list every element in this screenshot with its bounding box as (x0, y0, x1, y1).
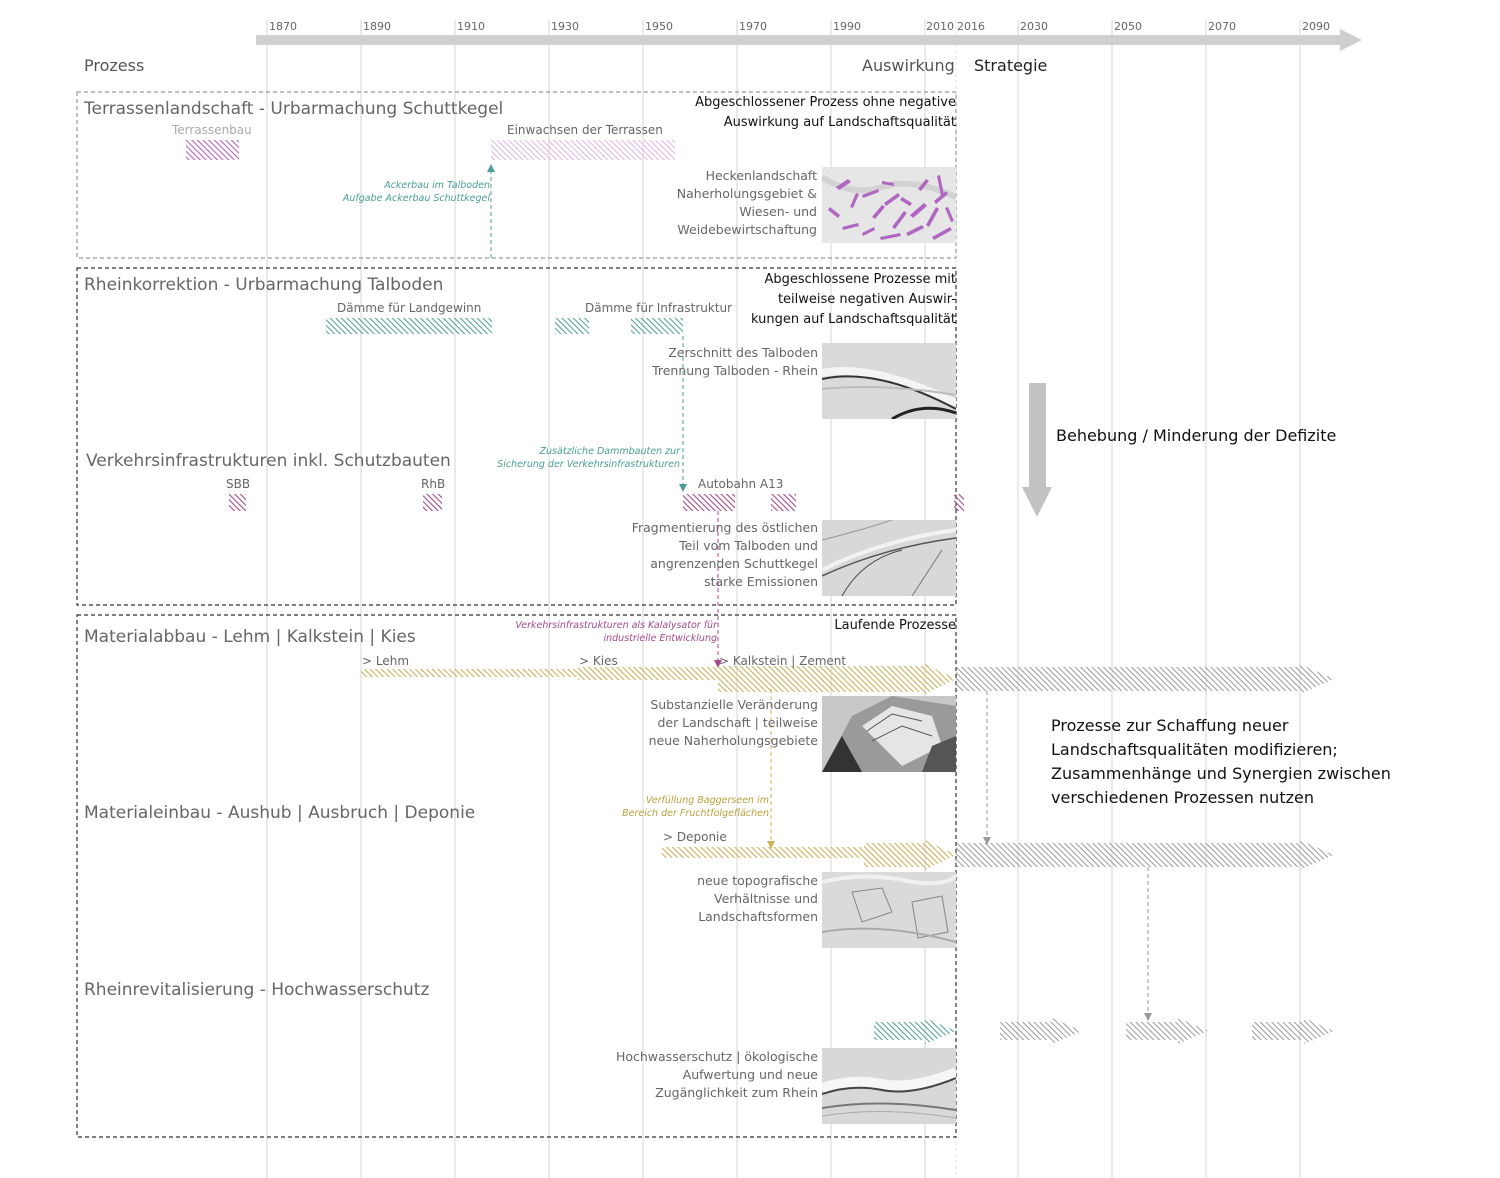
bar-label-einwachsen: Einwachsen der Terrassen (507, 123, 663, 137)
effect-hochwasserschutz: Hochwasserschutz | ökologische Aufwertung und neue Zugänglichkeit zum Rhein (615, 1049, 818, 1100)
year-label-1870: 1870 (269, 20, 297, 33)
bar-daemme-infra-1 (555, 318, 589, 334)
bar-label-daemme-landgewinn: Dämme für Landgewinn (337, 301, 482, 315)
bar-label-autobahn: Autobahn A13 (698, 477, 784, 491)
bar-autobahn-2 (771, 494, 796, 511)
bar-label-lehm: > Lehm (362, 654, 410, 668)
bar-label-rhb: RhB (421, 477, 446, 491)
section-title-einbau: Materialeinbau - Aushub | Ausbruch | Deponie (84, 803, 476, 823)
year-label-2070: 2070 (1208, 20, 1236, 33)
year-label-2010: 2010 (926, 20, 954, 33)
section-title-rhein: Rheinkorrektion - Urbarmachung Talboden (84, 275, 444, 295)
year-label-2050: 2050 (1114, 20, 1142, 33)
deficit-down-arrow (1022, 383, 1052, 517)
box-label-laufende: Laufende Prozesse (834, 618, 956, 633)
arrow-revital-future-1 (1000, 1018, 1082, 1044)
year-label-1890: 1890 (363, 20, 391, 33)
box-label-terrassen: Abgeschlossener Prozess ohne negative Auswirkung auf Landschaftsqualität (695, 95, 956, 130)
bar-rhb (423, 494, 442, 511)
year-label-1970: 1970 (739, 20, 767, 33)
bar-autobahn-1 (683, 494, 735, 511)
bar-daemme-landgewinn (326, 318, 492, 334)
year-label-1950: 1950 (645, 20, 673, 33)
section-title-material: Materialabbau - Lehm | Kalkstein | Kies (84, 627, 416, 647)
section-title-revital: Rheinrevitalisierung - Hochwasserschutz (84, 980, 430, 1000)
year-label-1990: 1990 (833, 20, 861, 33)
header-auswirkung: Auswirkung (862, 56, 955, 75)
bar-label-deponie: > Deponie (663, 830, 727, 844)
thumbnail-heckenlandschaft (822, 167, 956, 243)
box-label-rhein: Abgeschlossene Prozesse mit teilweise negativen Auswir- kungen auf Landschaftsqualität (750, 272, 956, 327)
bar-label-sbb: SBB (226, 477, 251, 491)
thumbnail-fragmentierung (822, 520, 956, 596)
year-label-2030: 2030 (1020, 20, 1048, 33)
arrow-revital-future-2 (1126, 1018, 1208, 1044)
bar-label-daemme-infra: Dämme für Infrastruktur (585, 301, 733, 315)
strategy-modify: Prozesse zur Schaffung neuer Landschaftsqualitäten modifizieren; Zusammenhänge und Synergien zwischen verschiedenen Prozessen nutzen (1051, 716, 1391, 807)
bar-label-terrassenbau: Terrassenbau (172, 123, 252, 137)
bar-daemme-infra-2 (631, 318, 683, 334)
section-title-verkehr: Verkehrsinfrastrukturen inkl. Schutzbauten (86, 451, 451, 471)
effect-substanziell: Substanzielle Veränderung der Landschaft | teilweise neue Naherholungsgebiete (648, 697, 818, 748)
header-prozess: Prozess (84, 56, 145, 75)
thumbnail-hochwasserschutz (822, 1048, 956, 1124)
year-label-2016: 2016 (957, 20, 985, 33)
effect-topografie: neue topografische Verhältnisse und Landschaftsformen (697, 873, 818, 924)
bar-label-kalkstein: > Kalkstein | Zement (719, 654, 847, 668)
effect-zerschnitt: Zerschnitt des Talboden Trennung Talboden - Rhein (652, 345, 818, 378)
strategy-deficits: Behebung / Minderung der Defizite (1056, 426, 1337, 445)
bar-autobahn-3 (954, 494, 964, 511)
effect-heckenlandschaft: Heckenlandschaft Naherholungsgebiet & Wiesen- und Weidebewirtschaftung (676, 168, 817, 237)
timeline-axis-arrow (256, 29, 1362, 51)
thumbnail-substanziell (822, 696, 956, 772)
bar-sbb (229, 494, 246, 511)
effect-fragmentierung: Fragmentierung des östlichen Teil vom Talboden und angrenzenden Schuttkegel starke Emissionen (631, 520, 818, 589)
bar-einwachsen (491, 140, 675, 160)
arrow-deponie-future (956, 840, 1334, 870)
thumbnail-topografie (822, 872, 956, 948)
section-title-terrassen: Terrassenlandschaft - Urbarmachung Schuttkegel (84, 99, 504, 119)
bar-terrassenbau (186, 140, 239, 160)
thumbnail-zerschnitt (822, 343, 956, 419)
arrow-materialabbau-future (956, 664, 1334, 694)
arrow-revital-future-3 (1252, 1018, 1334, 1044)
annotation-dammbauten: Zusätzliche Dammbauten zur Sicherung der Verkehrsinfrastrukturen (497, 446, 680, 470)
annotation-katalysator: Verkehrsinfrastrukturen als Kalalysator für industrielle Entwicklung (515, 620, 717, 644)
bar-label-kies: > Kies (579, 654, 618, 668)
arrow-deponie (662, 840, 956, 870)
arrow-materialabbau (361, 664, 956, 694)
year-label-1930: 1930 (551, 20, 579, 33)
year-label-2090: 2090 (1302, 20, 1330, 33)
annotation-ackerbau: Ackerbau im Talboden Aufgabe Ackerbau Schuttkegel (342, 180, 490, 204)
arrow-revital-teal (874, 1018, 956, 1044)
year-label-1910: 1910 (457, 20, 485, 33)
header-strategie: Strategie (974, 56, 1048, 75)
annotation-baggerseen: Verfüllung Baggerseen im Bereich der Fruchtfolgeflächen (622, 795, 769, 819)
